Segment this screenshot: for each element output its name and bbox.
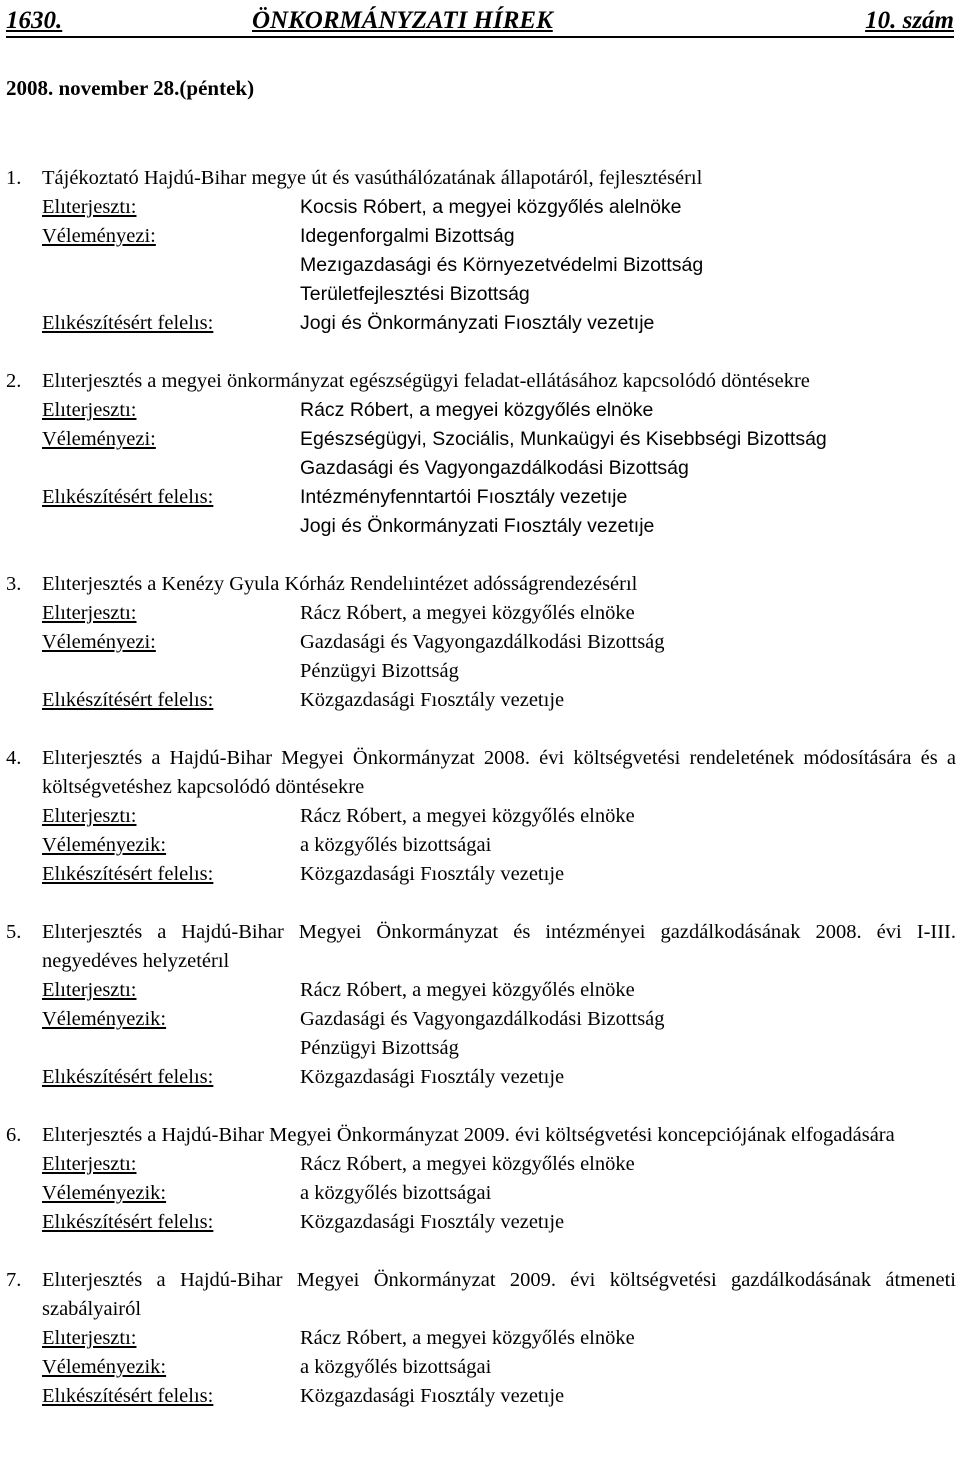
agenda-item-number: 5. (6, 921, 22, 943)
field-label: Véleményezik: (42, 834, 167, 856)
agenda-item-field (6, 976, 956, 1005)
field-value: Közgazdasági Fıosztály vezetıje (300, 689, 565, 711)
agenda-item-field (6, 1382, 956, 1411)
agenda-item-title-block (6, 570, 956, 599)
agenda-item-title-block (6, 744, 956, 802)
agenda-item (6, 367, 956, 541)
field-value: Gazdasági és Vagyongazdálkodási Bizottság (300, 1008, 665, 1030)
agenda-item-field (6, 628, 956, 686)
field-label: Elıkészítésért felelıs: (42, 486, 214, 508)
agenda-item-field (6, 1150, 956, 1179)
field-label: Elıterjesztı: (42, 602, 137, 624)
field-value: Gazdasági és Vagyongazdálkodási Bizottság (300, 457, 689, 479)
agenda-item (6, 570, 956, 715)
agenda-item-number: 7. (6, 1269, 22, 1291)
field-value: Közgazdasági Fıosztály vezetıje (300, 1066, 565, 1088)
field-label: Elıkészítésért felelıs: (42, 1211, 214, 1233)
field-value: Pénzügyi Bizottság (300, 1037, 459, 1059)
field-value: Közgazdasági Fıosztály vezetıje (300, 1211, 565, 1233)
field-label: Véleményezik: (42, 1356, 167, 1378)
agenda-item-field (6, 860, 956, 889)
agenda-item-number: 6. (6, 1124, 22, 1146)
field-label: Elıkészítésért felelıs: (42, 312, 214, 334)
agenda-item-title-block (6, 367, 956, 396)
field-value: Idegenforgalmi Bizottság (300, 225, 515, 247)
agenda-item-field (6, 193, 956, 222)
agenda-item (6, 1121, 956, 1237)
issue-number: 10. szám (865, 7, 954, 34)
field-label: Elıterjesztı: (42, 1153, 137, 1175)
field-value: Rácz Róbert, a megyei közgyőlés elnöke (300, 602, 635, 624)
field-value: Rácz Róbert, a megyei közgyőlés elnöke (300, 1153, 635, 1175)
field-label: Véleményezik: (42, 1008, 167, 1030)
agenda-item-field (6, 802, 956, 831)
agenda-item (6, 744, 956, 889)
agenda-item-title: Elıterjesztés a Hajdú-Bihar Megyei Önkormányzat 2009. évi költségvetési koncepciójának elfogadására (42, 1124, 895, 1146)
agenda-item-number: 4. (6, 747, 22, 769)
agenda-item-title-block (6, 1266, 956, 1324)
agenda-item-field (6, 1005, 956, 1063)
field-value: Gazdasági és Vagyongazdálkodási Bizottság (300, 631, 665, 653)
field-label: Elıterjesztı: (42, 805, 137, 827)
field-value: Rácz Róbert, a megyei közgyőlés elnöke (300, 979, 635, 1001)
field-value: a közgyőlés bizottságai (300, 1182, 492, 1204)
field-value: Intézményfenntartói Fıosztály vezetıje (300, 486, 628, 508)
agenda-item-field (6, 222, 956, 309)
agenda-item-field (6, 1353, 956, 1382)
publication-title: ÖNKORMÁNYZATI HÍREK (252, 7, 553, 34)
agenda-item-title: Elıterjesztés a Hajdú-Bihar Megyei Önkormányzat és intézményei gazdálkodásának 2008. évi I-III. negyedéves helyzetérıl (42, 921, 956, 972)
agenda-item-field (6, 1063, 956, 1092)
agenda-item-title-block (6, 918, 956, 976)
field-label: Elıterjesztı: (42, 1327, 137, 1349)
agenda-list (6, 164, 956, 1440)
field-label: Véleményezik: (42, 1182, 167, 1204)
page-header (6, 2, 954, 38)
agenda-item-field (6, 425, 956, 483)
field-value: a közgyőlés bizottságai (300, 1356, 492, 1378)
agenda-item (6, 164, 956, 338)
agenda-item-field (6, 396, 956, 425)
agenda-item-title: Elıterjesztés a Kenézy Gyula Kórház Rendelıintézet adósságrendezésérıl (42, 573, 638, 595)
page-number: 1630. (6, 7, 63, 34)
agenda-item-field (6, 483, 956, 541)
agenda-item-title: Elıterjesztés a Hajdú-Bihar Megyei Önkormányzat 2009. évi költségvetési gazdálkodásának átmeneti szabályairól (42, 1269, 956, 1320)
agenda-item-field (6, 831, 956, 860)
agenda-item-title-block (6, 1121, 956, 1150)
agenda-item-field (6, 309, 956, 338)
field-value: Kocsis Róbert, a megyei közgyőlés alelnöke (300, 196, 682, 218)
field-label: Véleményezi: (42, 428, 156, 450)
field-value: Jogi és Önkormányzati Fıosztály vezetıje (300, 515, 655, 537)
meeting-date: 2008. november 28.(péntek) (6, 76, 255, 100)
agenda-item-field (6, 599, 956, 628)
field-value: Egészségügyi, Szociális, Munkaügyi és Kisebbségi Bizottság (300, 428, 827, 450)
agenda-item-title-block (6, 164, 956, 193)
field-value: Rácz Róbert, a megyei közgyőlés elnöke (300, 399, 654, 421)
field-label: Elıkészítésért felelıs: (42, 689, 214, 711)
agenda-item-number: 1. (6, 167, 22, 189)
field-label: Elıkészítésért felelıs: (42, 1385, 214, 1407)
agenda-item (6, 918, 956, 1092)
agenda-item-number: 2. (6, 370, 22, 392)
field-label: Elıterjesztı: (42, 196, 137, 218)
agenda-item-number: 3. (6, 573, 22, 595)
field-label: Elıterjesztı: (42, 979, 137, 1001)
field-value: Pénzügyi Bizottság (300, 660, 459, 682)
agenda-item-field (6, 1179, 956, 1208)
field-label: Véleményezi: (42, 225, 156, 247)
field-value: Jogi és Önkormányzati Fıosztály vezetıje (300, 312, 655, 334)
agenda-item-field (6, 1324, 956, 1353)
field-value: Rácz Róbert, a megyei közgyőlés elnöke (300, 1327, 635, 1349)
field-value: Területfejlesztési Bizottság (300, 283, 530, 305)
field-value: Közgazdasági Fıosztály vezetıje (300, 1385, 565, 1407)
field-value: Rácz Róbert, a megyei közgyőlés elnöke (300, 805, 635, 827)
agenda-item-title: Tájékoztató Hajdú-Bihar megye út és vasúthálózatának állapotáról, fejlesztésérıl (42, 167, 703, 189)
agenda-item-title: Elıterjesztés a Hajdú-Bihar Megyei Önkormányzat 2008. évi költségvetési rendeletének módosítására és a költségvetéshez kapcsolódó döntésekre (42, 747, 956, 798)
field-value: Közgazdasági Fıosztály vezetıje (300, 863, 565, 885)
field-label: Elıkészítésért felelıs: (42, 863, 214, 885)
field-value: a közgyőlés bizottságai (300, 834, 492, 856)
field-label: Elıterjesztı: (42, 399, 137, 421)
field-label: Véleményezi: (42, 631, 156, 653)
field-value: Mezıgazdasági és Környezetvédelmi Bizottság (300, 254, 704, 276)
agenda-item-field (6, 1208, 956, 1237)
field-label: Elıkészítésért felelıs: (42, 1066, 214, 1088)
agenda-item-field (6, 686, 956, 715)
agenda-item (6, 1266, 956, 1411)
agenda-item-title: Elıterjesztés a megyei önkormányzat egészségügyi feladat-ellátásához kapcsolódó döntésekre (42, 370, 810, 392)
